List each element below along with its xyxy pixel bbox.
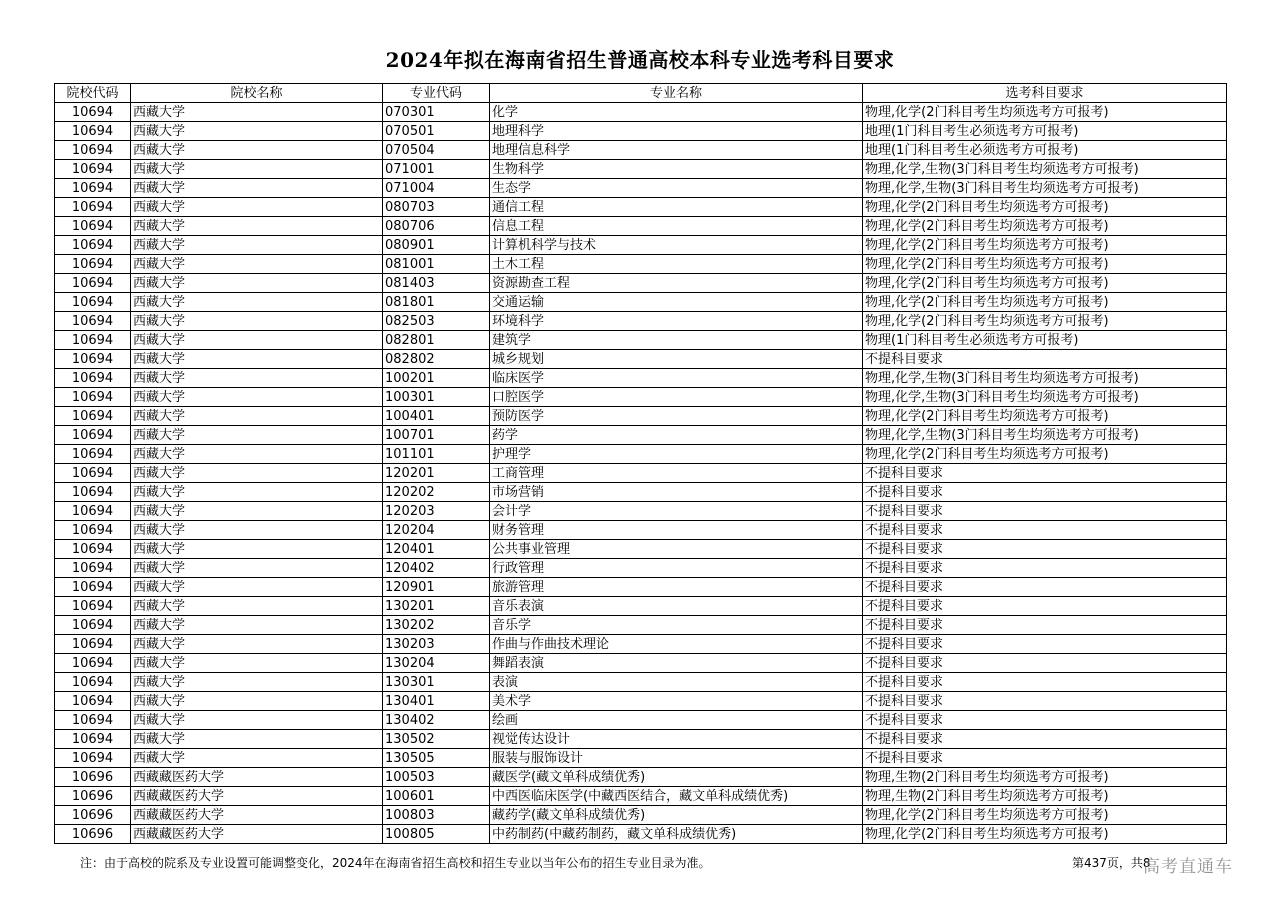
subject-requirement-cell: 地理(1门科目考生必须选考方可报考) [863, 122, 1227, 141]
school-name-cell: 西藏大学 [131, 692, 383, 711]
school-code-cell: 10694 [55, 407, 131, 426]
major-name-cell: 生物科学 [490, 160, 863, 179]
table-row [55, 540, 1227, 559]
school-name-cell: 西藏大学 [131, 274, 383, 293]
major-code-cell: 130204 [383, 654, 490, 673]
school-code-cell: 10694 [55, 616, 131, 635]
major-code-cell: 100201 [383, 369, 490, 388]
school-name-cell: 西藏藏医药大学 [131, 787, 383, 806]
major-code-cell: 120203 [383, 502, 490, 521]
school-name-cell: 西藏大学 [131, 236, 383, 255]
table-row [55, 236, 1227, 255]
table-row [55, 711, 1227, 730]
school-code-cell: 10694 [55, 217, 131, 236]
subject-requirement-cell: 不提科目要求 [863, 521, 1227, 540]
major-code-cell: 082503 [383, 312, 490, 331]
major-code-cell: 130401 [383, 692, 490, 711]
subject-requirement-cell: 不提科目要求 [863, 464, 1227, 483]
subject-requirement-cell: 不提科目要求 [863, 654, 1227, 673]
school-code-cell: 10694 [55, 236, 131, 255]
major-code-cell: 130203 [383, 635, 490, 654]
major-name-cell: 中药制药(中藏药制药，藏文单科成绩优秀) [490, 825, 863, 844]
major-name-cell: 中西医临床医学(中藏西医结合，藏文单科成绩优秀) [490, 787, 863, 806]
subject-requirement-cell: 不提科目要求 [863, 730, 1227, 749]
major-name-cell: 视觉传达设计 [490, 730, 863, 749]
school-name-cell: 西藏藏医药大学 [131, 768, 383, 787]
major-code-cell: 120401 [383, 540, 490, 559]
table-row [55, 654, 1227, 673]
school-name-cell: 西藏大学 [131, 635, 383, 654]
major-code-cell: 120402 [383, 559, 490, 578]
table-row [55, 426, 1227, 445]
school-name-cell: 西藏大学 [131, 293, 383, 312]
school-code-cell: 10694 [55, 141, 131, 160]
major-name-cell: 绘画 [490, 711, 863, 730]
major-code-cell: 081801 [383, 293, 490, 312]
major-code-cell: 101101 [383, 445, 490, 464]
school-name-cell: 西藏大学 [131, 179, 383, 198]
school-name-cell: 西藏大学 [131, 521, 383, 540]
table-row [55, 312, 1227, 331]
subject-requirement-cell: 物理,化学,生物(3门科目考生均须选考方可报考) [863, 388, 1227, 407]
subject-requirement-cell: 物理,化学(2门科目考生均须选考方可报考) [863, 312, 1227, 331]
table-row [55, 521, 1227, 540]
table-row [55, 749, 1227, 768]
table-row [55, 445, 1227, 464]
major-code-cell: 120201 [383, 464, 490, 483]
table-row [55, 198, 1227, 217]
school-code-cell: 10694 [55, 103, 131, 122]
table-body [55, 103, 1227, 844]
major-name-cell: 会计学 [490, 502, 863, 521]
school-name-cell: 西藏大学 [131, 749, 383, 768]
major-code-cell: 130402 [383, 711, 490, 730]
major-code-cell: 130301 [383, 673, 490, 692]
major-code-cell: 130201 [383, 597, 490, 616]
school-code-cell: 10694 [55, 160, 131, 179]
major-name-cell: 工商管理 [490, 464, 863, 483]
school-code-cell: 10694 [55, 730, 131, 749]
major-code-cell: 071004 [383, 179, 490, 198]
subject-requirement-cell: 物理,化学(2门科目考生均须选考方可报考) [863, 293, 1227, 312]
major-name-cell: 护理学 [490, 445, 863, 464]
school-code-cell: 10694 [55, 635, 131, 654]
school-name-cell: 西藏藏医药大学 [131, 825, 383, 844]
header-school-code: 院校代码 [55, 84, 131, 103]
table-row [55, 559, 1227, 578]
major-name-cell: 通信工程 [490, 198, 863, 217]
school-code-cell: 10694 [55, 122, 131, 141]
major-name-cell: 地理信息科学 [490, 141, 863, 160]
school-code-cell: 10694 [55, 179, 131, 198]
major-name-cell: 公共事业管理 [490, 540, 863, 559]
school-code-cell: 10694 [55, 692, 131, 711]
subject-requirement-cell: 不提科目要求 [863, 350, 1227, 369]
school-name-cell: 西藏大学 [131, 540, 383, 559]
major-code-cell: 100701 [383, 426, 490, 445]
subject-requirement-cell: 不提科目要求 [863, 483, 1227, 502]
school-code-cell: 10694 [55, 426, 131, 445]
subject-requirement-cell: 物理,化学(2门科目考生均须选考方可报考) [863, 445, 1227, 464]
major-name-cell: 藏药学(藏文单科成绩优秀) [490, 806, 863, 825]
subject-requirement-cell: 地理(1门科目考生必须选考方可报考) [863, 141, 1227, 160]
school-code-cell: 10694 [55, 388, 131, 407]
table-row [55, 350, 1227, 369]
subject-requirement-cell: 物理,化学(2门科目考生均须选考方可报考) [863, 236, 1227, 255]
subject-requirement-cell: 物理,化学(2门科目考生均须选考方可报考) [863, 217, 1227, 236]
table-row [55, 502, 1227, 521]
major-code-cell: 080901 [383, 236, 490, 255]
subject-requirement-cell: 物理,化学(2门科目考生均须选考方可报考) [863, 274, 1227, 293]
subject-requirement-cell: 不提科目要求 [863, 616, 1227, 635]
subject-requirement-cell: 不提科目要求 [863, 749, 1227, 768]
school-name-cell: 西藏大学 [131, 160, 383, 179]
subject-requirement-cell: 物理,化学(2门科目考生均须选考方可报考) [863, 825, 1227, 844]
subject-requirement-cell: 不提科目要求 [863, 711, 1227, 730]
major-code-cell: 100301 [383, 388, 490, 407]
table-row [55, 255, 1227, 274]
school-code-cell: 10694 [55, 445, 131, 464]
school-name-cell: 西藏大学 [131, 578, 383, 597]
major-name-cell: 行政管理 [490, 559, 863, 578]
table-row [55, 407, 1227, 426]
school-code-cell: 10694 [55, 673, 131, 692]
major-code-cell: 070501 [383, 122, 490, 141]
major-name-cell: 美术学 [490, 692, 863, 711]
major-name-cell: 作曲与作曲技术理论 [490, 635, 863, 654]
table-row [55, 103, 1227, 122]
major-name-cell: 土木工程 [490, 255, 863, 274]
major-name-cell: 建筑学 [490, 331, 863, 350]
subject-requirement-cell: 物理,化学,生物(3门科目考生均须选考方可报考) [863, 160, 1227, 179]
major-name-cell: 音乐学 [490, 616, 863, 635]
school-code-cell: 10694 [55, 255, 131, 274]
major-name-cell: 表演 [490, 673, 863, 692]
subject-requirement-cell: 物理,生物(2门科目考生均须选考方可报考) [863, 768, 1227, 787]
footnote: 注：由于高校的院系及专业设置可能调整变化，2024年在海南省招生高校和招生专业以当年公布的招生专业目录为准。 [80, 856, 711, 870]
school-code-cell: 10694 [55, 293, 131, 312]
major-code-cell: 100803 [383, 806, 490, 825]
subject-requirement-cell: 不提科目要求 [863, 502, 1227, 521]
subject-requirement-cell: 物理,生物(2门科目考生均须选考方可报考) [863, 787, 1227, 806]
table-row [55, 825, 1227, 844]
major-code-cell: 100503 [383, 768, 490, 787]
table-row [55, 787, 1227, 806]
major-name-cell: 信息工程 [490, 217, 863, 236]
school-name-cell: 西藏大学 [131, 654, 383, 673]
subject-requirement-cell: 物理,化学(2门科目考生均须选考方可报考) [863, 103, 1227, 122]
major-name-cell: 城乡规划 [490, 350, 863, 369]
table-row [55, 464, 1227, 483]
major-code-cell: 100401 [383, 407, 490, 426]
school-name-cell: 西藏大学 [131, 711, 383, 730]
subject-requirement-cell: 不提科目要求 [863, 559, 1227, 578]
school-code-cell: 10694 [55, 464, 131, 483]
header-major-name: 专业名称 [490, 84, 863, 103]
header-subject-requirement: 选考科目要求 [863, 84, 1227, 103]
major-name-cell: 舞蹈表演 [490, 654, 863, 673]
table-header-row [55, 84, 1227, 103]
major-code-cell: 100805 [383, 825, 490, 844]
table-row [55, 730, 1227, 749]
watermark: 高考直通车 [1143, 857, 1233, 877]
school-name-cell: 西藏大学 [131, 198, 383, 217]
table-row [55, 692, 1227, 711]
school-name-cell: 西藏大学 [131, 103, 383, 122]
major-name-cell: 资源勘查工程 [490, 274, 863, 293]
subject-requirement-cell: 物理,化学,生物(3门科目考生均须选考方可报考) [863, 369, 1227, 388]
major-code-cell: 080706 [383, 217, 490, 236]
subject-requirement-cell: 不提科目要求 [863, 692, 1227, 711]
school-code-cell: 10696 [55, 787, 131, 806]
table-row [55, 806, 1227, 825]
school-name-cell: 西藏藏医药大学 [131, 806, 383, 825]
school-name-cell: 西藏大学 [131, 331, 383, 350]
major-code-cell: 130202 [383, 616, 490, 635]
table-row [55, 597, 1227, 616]
major-name-cell: 临床医学 [490, 369, 863, 388]
table-row [55, 635, 1227, 654]
school-code-cell: 10696 [55, 825, 131, 844]
major-code-cell: 082802 [383, 350, 490, 369]
school-code-cell: 10694 [55, 350, 131, 369]
subject-requirement-cell: 物理,化学(2门科目考生均须选考方可报考) [863, 198, 1227, 217]
header-school-name: 院校名称 [131, 84, 383, 103]
table-row [55, 616, 1227, 635]
subject-requirement-cell: 不提科目要求 [863, 673, 1227, 692]
major-name-cell: 生态学 [490, 179, 863, 198]
school-name-cell: 西藏大学 [131, 312, 383, 331]
major-code-cell: 120204 [383, 521, 490, 540]
school-name-cell: 西藏大学 [131, 122, 383, 141]
table-row [55, 179, 1227, 198]
subject-requirement-cell: 物理(1门科目考生必须选考方可报考) [863, 331, 1227, 350]
school-name-cell: 西藏大学 [131, 369, 383, 388]
major-name-cell: 口腔医学 [490, 388, 863, 407]
table-row [55, 578, 1227, 597]
school-code-cell: 10694 [55, 483, 131, 502]
table-row [55, 293, 1227, 312]
major-code-cell: 120202 [383, 483, 490, 502]
school-name-cell: 西藏大学 [131, 597, 383, 616]
table-row [55, 217, 1227, 236]
school-code-cell: 10694 [55, 198, 131, 217]
major-name-cell: 服装与服饰设计 [490, 749, 863, 768]
school-name-cell: 西藏大学 [131, 616, 383, 635]
table-row [55, 122, 1227, 141]
major-code-cell: 120901 [383, 578, 490, 597]
major-code-cell: 130505 [383, 749, 490, 768]
major-name-cell: 财务管理 [490, 521, 863, 540]
subject-requirement-cell: 物理,化学,生物(3门科目考生均须选考方可报考) [863, 179, 1227, 198]
major-name-cell: 环境科学 [490, 312, 863, 331]
school-name-cell: 西藏大学 [131, 255, 383, 274]
table-row [55, 673, 1227, 692]
major-name-cell: 音乐表演 [490, 597, 863, 616]
major-name-cell: 预防医学 [490, 407, 863, 426]
major-name-cell: 药学 [490, 426, 863, 445]
major-name-cell: 旅游管理 [490, 578, 863, 597]
school-code-cell: 10694 [55, 559, 131, 578]
major-code-cell: 081403 [383, 274, 490, 293]
school-code-cell: 10694 [55, 369, 131, 388]
subject-requirement-cell: 不提科目要求 [863, 635, 1227, 654]
major-code-cell: 082801 [383, 331, 490, 350]
school-name-cell: 西藏大学 [131, 407, 383, 426]
major-code-cell: 081001 [383, 255, 490, 274]
subject-requirement-cell: 不提科目要求 [863, 540, 1227, 559]
subject-requirement-cell: 物理,化学(2门科目考生均须选考方可报考) [863, 255, 1227, 274]
table-row [55, 388, 1227, 407]
school-code-cell: 10694 [55, 521, 131, 540]
school-code-cell: 10694 [55, 502, 131, 521]
school-name-cell: 西藏大学 [131, 483, 383, 502]
major-code-cell: 130502 [383, 730, 490, 749]
school-name-cell: 西藏大学 [131, 388, 383, 407]
school-name-cell: 西藏大学 [131, 559, 383, 578]
major-code-cell: 070504 [383, 141, 490, 160]
school-code-cell: 10696 [55, 768, 131, 787]
major-name-cell: 计算机科学与技术 [490, 236, 863, 255]
school-code-cell: 10696 [55, 806, 131, 825]
page-number: 第437页，共8 [1072, 856, 1151, 870]
requirements-table [54, 83, 1227, 844]
school-code-cell: 10694 [55, 540, 131, 559]
table-row [55, 274, 1227, 293]
major-name-cell: 藏医学(藏文单科成绩优秀) [490, 768, 863, 787]
major-code-cell: 080703 [383, 198, 490, 217]
subject-requirement-cell: 物理,化学(2门科目考生均须选考方可报考) [863, 806, 1227, 825]
school-code-cell: 10694 [55, 331, 131, 350]
major-code-cell: 071001 [383, 160, 490, 179]
school-name-cell: 西藏大学 [131, 141, 383, 160]
school-code-cell: 10694 [55, 749, 131, 768]
subject-requirement-cell: 物理,化学,生物(3门科目考生均须选考方可报考) [863, 426, 1227, 445]
major-code-cell: 070301 [383, 103, 490, 122]
school-code-cell: 10694 [55, 578, 131, 597]
school-code-cell: 10694 [55, 711, 131, 730]
subject-requirement-cell: 不提科目要求 [863, 597, 1227, 616]
school-name-cell: 西藏大学 [131, 730, 383, 749]
table-row [55, 160, 1227, 179]
table-row [55, 483, 1227, 502]
table-row [55, 768, 1227, 787]
header-major-code: 专业代码 [383, 84, 490, 103]
major-name-cell: 地理科学 [490, 122, 863, 141]
page-title: 2024年拟在海南省招生普通高校本科专业选考科目要求 [385, 48, 895, 72]
table-row [55, 331, 1227, 350]
table-row [55, 369, 1227, 388]
school-name-cell: 西藏大学 [131, 217, 383, 236]
school-name-cell: 西藏大学 [131, 464, 383, 483]
school-code-cell: 10694 [55, 654, 131, 673]
school-name-cell: 西藏大学 [131, 673, 383, 692]
table-row [55, 141, 1227, 160]
major-name-cell: 交通运输 [490, 293, 863, 312]
subject-requirement-cell: 不提科目要求 [863, 578, 1227, 597]
school-code-cell: 10694 [55, 312, 131, 331]
school-code-cell: 10694 [55, 274, 131, 293]
major-name-cell: 化学 [490, 103, 863, 122]
school-name-cell: 西藏大学 [131, 426, 383, 445]
major-name-cell: 市场营销 [490, 483, 863, 502]
school-name-cell: 西藏大学 [131, 350, 383, 369]
school-code-cell: 10694 [55, 597, 131, 616]
major-code-cell: 100601 [383, 787, 490, 806]
subject-requirement-cell: 物理,化学(2门科目考生均须选考方可报考) [863, 407, 1227, 426]
school-name-cell: 西藏大学 [131, 502, 383, 521]
school-name-cell: 西藏大学 [131, 445, 383, 464]
